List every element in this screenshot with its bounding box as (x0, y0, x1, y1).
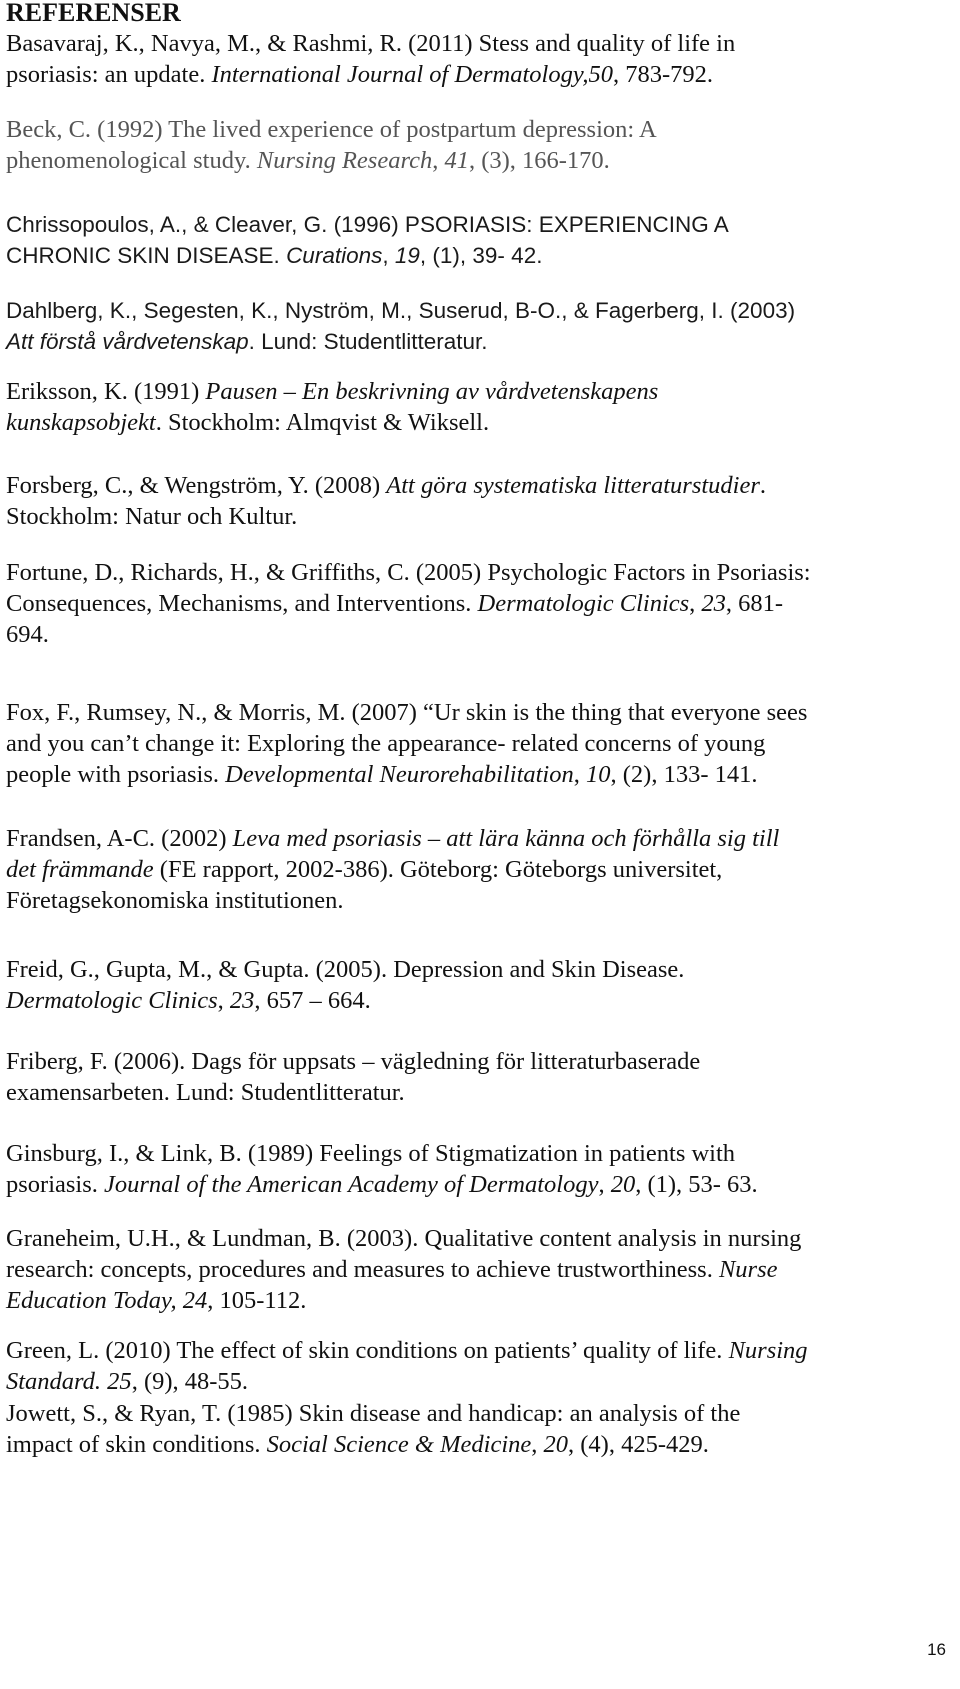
reference-entry (6, 1138, 758, 1200)
reference-line (6, 697, 807, 728)
reference-line (6, 1169, 758, 1200)
reference-entry (6, 114, 657, 176)
reference-line (6, 376, 658, 407)
reference-line (6, 1335, 808, 1366)
italic-text: Leva med psoriasis – att lära känna och förhålla sig till (232, 825, 780, 852)
text: , 105-112. (207, 1287, 307, 1314)
reference-line (6, 28, 735, 59)
text: , (2), 133- 141. (610, 761, 758, 788)
reference-line (6, 759, 807, 790)
text: examensarbeten. Lund: Studentlitteratur. (6, 1079, 405, 1106)
reference-entry (6, 376, 658, 438)
reference-line (6, 728, 807, 759)
italic-text: Nursing Research (256, 147, 433, 174)
reference-line (6, 326, 795, 357)
text: , (573, 761, 586, 788)
text: Chrissopoulos, A., & Cleaver, G. (1996) PSORIASIS: EXPERIENCING A (6, 212, 729, 237)
reference-line (6, 1223, 801, 1254)
reference-entry (6, 28, 735, 90)
reference-line (6, 1398, 740, 1429)
text: , (1), 39- 42. (419, 243, 543, 268)
reference-line (6, 209, 729, 240)
text: Företagsekonomiska institutionen. (6, 887, 344, 914)
text: Eriksson, K. (1991) (6, 378, 206, 405)
reference-entry (6, 823, 779, 916)
text: Consequences, Mechanisms, and Interventions. (6, 590, 478, 617)
reference-line (6, 59, 735, 90)
text: , (382, 243, 395, 268)
text: Frandsen, A-C. (2002) (6, 825, 233, 852)
text: Fox, F., Rumsey, N., & Morris, M. (2007) “Ur skin is the thing that everyone sees (6, 699, 808, 726)
italic-text: kunskapsobjekt (6, 409, 156, 436)
italic-text: Social Science & Medicine (266, 1431, 532, 1458)
italic-text: 10 (586, 761, 611, 788)
text: Beck, C. (1992) The lived experience of postpartum depression: A (6, 116, 657, 143)
text: , 657 – 664. (254, 987, 371, 1014)
reference-line (6, 1138, 758, 1169)
italic-text: Att förstå vårdvetenskap (6, 329, 249, 354)
reference-line (6, 1046, 700, 1077)
reference-line (6, 1077, 700, 1108)
reference-entry (6, 1046, 700, 1108)
text: (FE rapport, 2002-386). Göteborg: Göteborgs universitet, (153, 856, 723, 883)
text: . Lund: Studentlitteratur. (248, 329, 488, 354)
italic-text: Dermatologic Clinics (477, 590, 690, 617)
text: Fortune, D., Richards, H., & Griffiths, C. (2005) Psychologic Factors in Psoriasis: (6, 559, 811, 586)
italic-text: Standard. 25 (6, 1368, 132, 1395)
text: CHRONIC SKIN DISEASE. (6, 243, 287, 268)
reference-line (6, 1285, 801, 1316)
reference-line (6, 1366, 808, 1397)
italic-text: Dermatologic Clinics (6, 987, 218, 1014)
text: Dahlberg, K., Segesten, K., Nyström, M., Suserud, B-O., & Fagerberg, I. (2003) (6, 298, 796, 323)
reference-line (6, 501, 766, 532)
text: Friberg, F. (2006). Dags för uppsats – vägledning för litteraturbaserade (6, 1048, 701, 1075)
text: Graneheim, U.H., & Lundman, B. (2003). Qualitative content analysis in nursing (6, 1225, 802, 1252)
text: Jowett, S., & Ryan, T. (1985) Skin disease and handicap: an analysis of the (6, 1400, 741, 1427)
reference-line (6, 295, 795, 326)
reference-line (6, 470, 766, 501)
italic-text: Pausen – En beskrivning av vårdvetenskapens (205, 378, 659, 405)
reference-line (6, 854, 779, 885)
text: , (432, 147, 445, 174)
reference-line (6, 954, 684, 985)
reference-entry (6, 1223, 801, 1316)
text: . (759, 472, 767, 499)
text: , 681- (725, 590, 784, 617)
italic-text: 23 (701, 590, 726, 617)
text: impact of skin conditions. (6, 1431, 267, 1458)
text: , (598, 1171, 611, 1198)
italic-text: det främmande (6, 856, 154, 883)
italic-text: Nursing (728, 1337, 808, 1364)
text: Green, L. (2010) The effect of skin conditions on patients’ quality of life. (6, 1337, 729, 1364)
reference-line (6, 557, 811, 588)
reference-line (6, 588, 811, 619)
text: Basavaraj, K., Navya, M., & Rashmi, R. (2011) Stess and quality of life in (6, 30, 736, 57)
text: research: concepts, procedures and measures to achieve trustworthiness. (6, 1256, 719, 1283)
italic-text: 19 (394, 243, 420, 268)
text: Ginsburg, I., & Link, B. (1989) Feelings of Stigmatization in patients with (6, 1140, 736, 1167)
reference-entry (6, 954, 684, 1016)
reference-line (6, 985, 684, 1016)
italic-text: 41 (444, 147, 469, 174)
reference-line (6, 407, 658, 438)
reference-entry (6, 697, 807, 790)
text: , (1), 53- 63. (635, 1171, 758, 1198)
italic-text: 20 (543, 1431, 568, 1458)
reference-line (6, 1254, 801, 1285)
reference-line (6, 885, 779, 916)
page-number: 16 (927, 1640, 946, 1659)
reference-line (6, 240, 729, 271)
reference-line (6, 1429, 740, 1460)
text: Freid, G., Gupta, M., & Gupta. (2005). Depression and Skin Disease. (6, 956, 685, 983)
reference-entry (6, 1398, 740, 1460)
italic-text: Education Today, 24 (6, 1287, 208, 1314)
italic-text: Nurse (718, 1256, 778, 1283)
italic-text: Att göra systematiska litteraturstudier (386, 472, 760, 499)
reference-line (6, 145, 657, 176)
reference-entry (6, 470, 766, 532)
reference-line (6, 619, 811, 650)
italic-text: Curations (286, 243, 383, 268)
text: , (9), 48-55. (131, 1368, 249, 1395)
text: phenomenological study. (6, 147, 257, 174)
reference-entry (6, 209, 729, 271)
text: people with psoriasis. (6, 761, 226, 788)
text: Forsberg, C., & Wengström, Y. (2008) (6, 472, 387, 499)
text: , (531, 1431, 544, 1458)
text: , (3), 166-170. (468, 147, 610, 174)
reference-entry (6, 557, 811, 650)
text: , 783-792. (613, 61, 714, 88)
text: . Stockholm: Almqvist & Wiksell. (155, 409, 490, 436)
reference-entry (6, 1335, 808, 1397)
text: and you can’t change it: Exploring the appearance- related concerns of young (6, 730, 766, 757)
italic-text: Journal of the American Academy of Dermatology (104, 1171, 599, 1198)
text: , (217, 987, 230, 1014)
reference-line (6, 823, 779, 854)
italic-text: 20 (610, 1171, 636, 1198)
italic-text: International Journal of Dermatology,50 (211, 61, 613, 88)
text: , (4), 425-429. (568, 1431, 709, 1458)
italic-text: 23 (229, 987, 255, 1014)
text: 694. (6, 621, 49, 648)
text: psoriasis: an update. (6, 61, 212, 88)
text: , (689, 590, 702, 617)
references-heading: REFERENSER (6, 0, 181, 27)
italic-text: Developmental Neurorehabilitation (225, 761, 574, 788)
reference-line (6, 114, 657, 145)
text: psoriasis. (6, 1171, 104, 1198)
text: Stockholm: Natur och Kultur. (6, 503, 298, 530)
reference-entry (6, 295, 795, 357)
